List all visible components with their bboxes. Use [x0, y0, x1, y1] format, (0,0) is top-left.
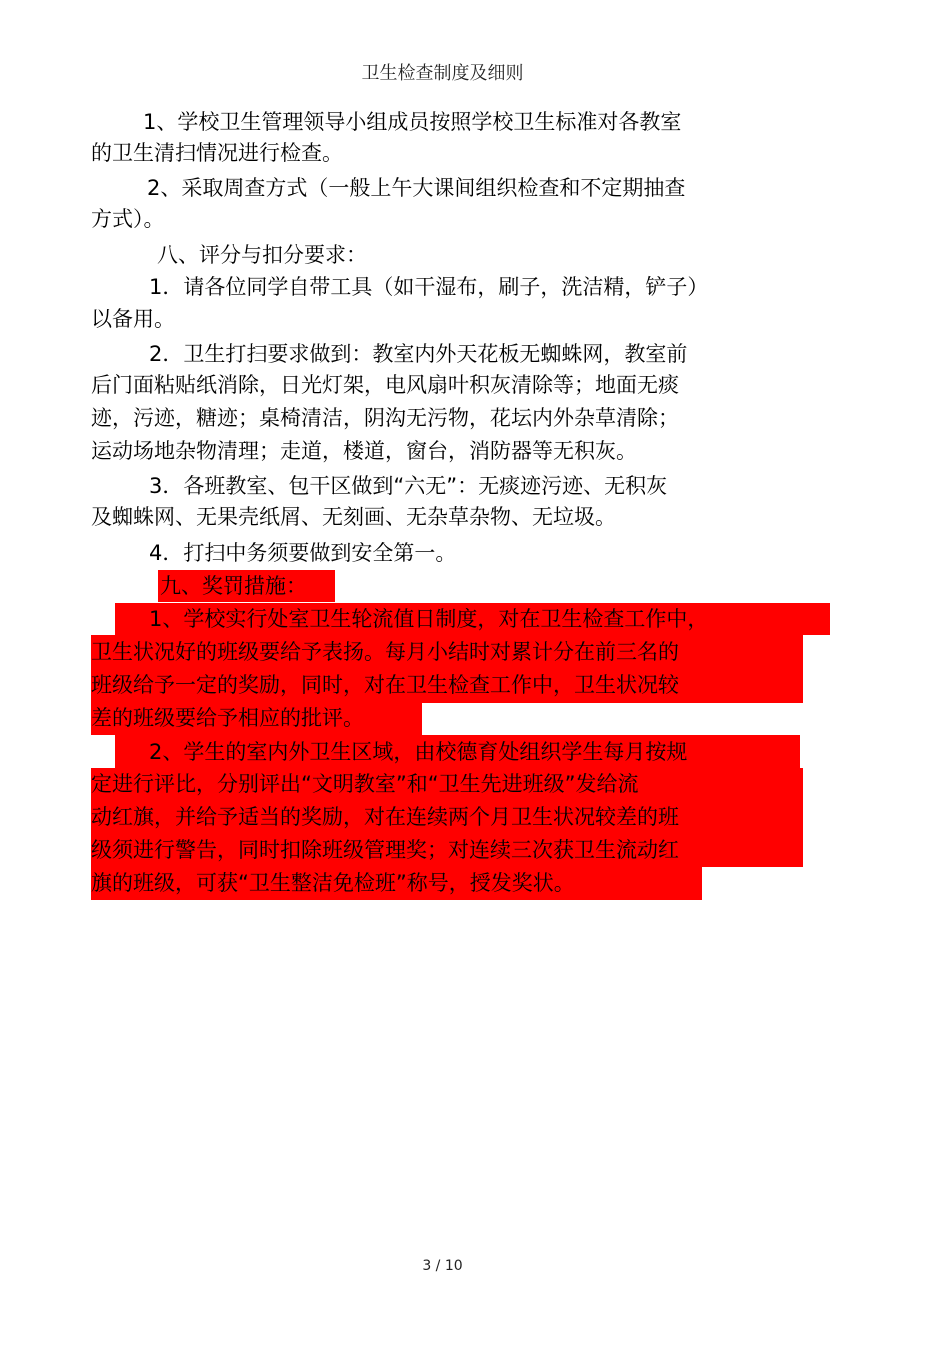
section-heading-9: 九、奖罚措施：	[160, 574, 307, 598]
text-line: 1、学校实行处室卫生轮流值日制度，对在卫生检查工作中，	[149, 607, 709, 631]
text-line: 级须进行警告，同时扣除班级管理奖；对连续三次获卫生流动红	[91, 838, 679, 862]
text-line: 2、采取周查方式（一般上午大课间组织检查和不定期抽查	[147, 176, 686, 200]
text-line: 及蜘蛛网、无果壳纸屑、无刻画、无杂草杂物、无垃圾。	[91, 505, 616, 529]
text-line: 3．各班教室、包干区做到“六无”：无痰迹污迹、无积灰	[149, 474, 668, 498]
text-line: 2、学生的室内外卫生区域，由校德育处组织学生每月按规	[149, 740, 688, 764]
text-line: 后门面粘贴纸消除，日光灯架，电风扇叶积灰清除等；地面无痰	[91, 373, 679, 397]
section-heading-8: 八、评分与扣分要求：	[157, 243, 367, 267]
text-line: 迹，污迹，糖迹；桌椅清洁，阴沟无污物，花坛内外杂草清除；	[91, 406, 679, 430]
text-line: 的卫生清扫情况进行检查。	[91, 141, 343, 165]
text-line: 1．请各位同学自带工具（如干湿布，刷子，洗洁精，铲子）	[149, 275, 709, 299]
text-line: 2．卫生打扫要求做到：教室内外天花板无蜘蛛网，教室前	[149, 342, 688, 366]
text-line: 差的班级要给予相应的批评。	[91, 706, 364, 730]
page-title: 卫生检查制度及细则	[361, 63, 524, 84]
text-line: 卫生状况好的班级要给予表扬。每月小结时对累计分在前三名的	[91, 640, 679, 664]
text-line: 定进行评比，分别评出“文明教室”和“卫生先进班级”发给流	[91, 772, 639, 796]
page-number: 3 / 10	[422, 1258, 463, 1274]
text-line: 4．打扫中务须要做到安全第一。	[149, 541, 457, 565]
text-line: 1、学校卫生管理领导小组成员按照学校卫生标准对各教室	[143, 110, 682, 134]
text-line: 旗的班级，可获“卫生整洁免检班”称号，授发奖状。	[91, 871, 575, 895]
text-line: 运动场地杂物清理；走道，楼道，窗台，消防器等无积灰。	[91, 439, 637, 463]
text-line: 方式）。	[91, 207, 165, 231]
text-line: 动红旗，并给予适当的奖励，对在连续两个月卫生状况较差的班	[91, 805, 679, 829]
text-line: 班级给予一定的奖励，同时，对在卫生检查工作中，卫生状况较	[91, 673, 679, 697]
text-line: 以备用。	[91, 307, 175, 331]
